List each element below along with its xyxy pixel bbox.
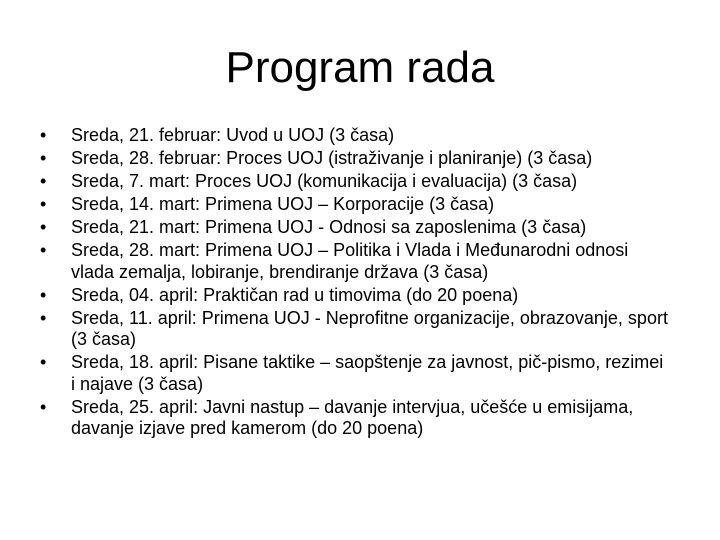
list-item: [40, 148, 670, 170]
list-item: [40, 217, 670, 239]
list-item-text: Sreda, 11. april: Primena UOJ - Neprofitne organizacije, obrazovanje, sport (3 časa): [71, 307, 668, 349]
list-item-text: Sreda, 28. februar: Proces UOJ (istraživanje i planiranje) (3 časa): [71, 148, 593, 168]
list-item-text: Sreda, 18. april: Pisane taktike – saopštenje za javnost, pič-pismo, rezimei i najave (3 časa): [71, 352, 664, 394]
bullet-icon: •: [40, 217, 47, 237]
list-item: [40, 125, 670, 147]
list-item: [40, 240, 670, 283]
list-item-text: Sreda, 28. mart: Primena UOJ – Politika i Vlada i Međunarodni odnosi vlada zemalja, lobiranje, brendiranje država (3 časa): [71, 240, 629, 282]
list-item-text: Sreda, 14. mart: Primena UOJ – Korporacije (3 časa): [71, 194, 495, 214]
list-item: [40, 285, 670, 307]
bullet-icon: •: [40, 148, 47, 168]
list-item: [40, 352, 670, 395]
bullet-icon: •: [40, 307, 47, 328]
bullet-icon: •: [40, 125, 47, 145]
bullet-icon: •: [40, 194, 47, 214]
list-item-text: Sreda, 7. mart: Proces UOJ (komunikacija i evaluacija) (3 časa): [71, 171, 578, 191]
list-item: [40, 171, 670, 193]
list-item: [40, 397, 670, 440]
list-item-text: Sreda, 21. mart: Primena UOJ - Odnosi sa zaposlenima (3 časa): [71, 217, 587, 237]
slide-title: Program rada: [225, 43, 495, 92]
bullet-icon: •: [40, 240, 47, 260]
bullet-icon: •: [40, 171, 47, 191]
list-item-text: Sreda, 21. februar: Uvod u UOJ (3 časa): [71, 125, 395, 145]
bullet-icon: •: [40, 284, 47, 305]
list-item-text: Sreda, 25. april: Javni nastup – davanje intervjua, učešće u emisijama, davanje izjave pred kamerom (do 20 poena): [71, 396, 634, 438]
bullet-icon: •: [40, 396, 47, 417]
program-list: [40, 125, 670, 441]
list-item-text: Sreda, 04. april: Praktičan rad u timovima (do 20 poena): [71, 284, 519, 305]
list-item: [40, 194, 670, 216]
bullet-icon: •: [40, 352, 47, 372]
list-item: [40, 308, 670, 351]
